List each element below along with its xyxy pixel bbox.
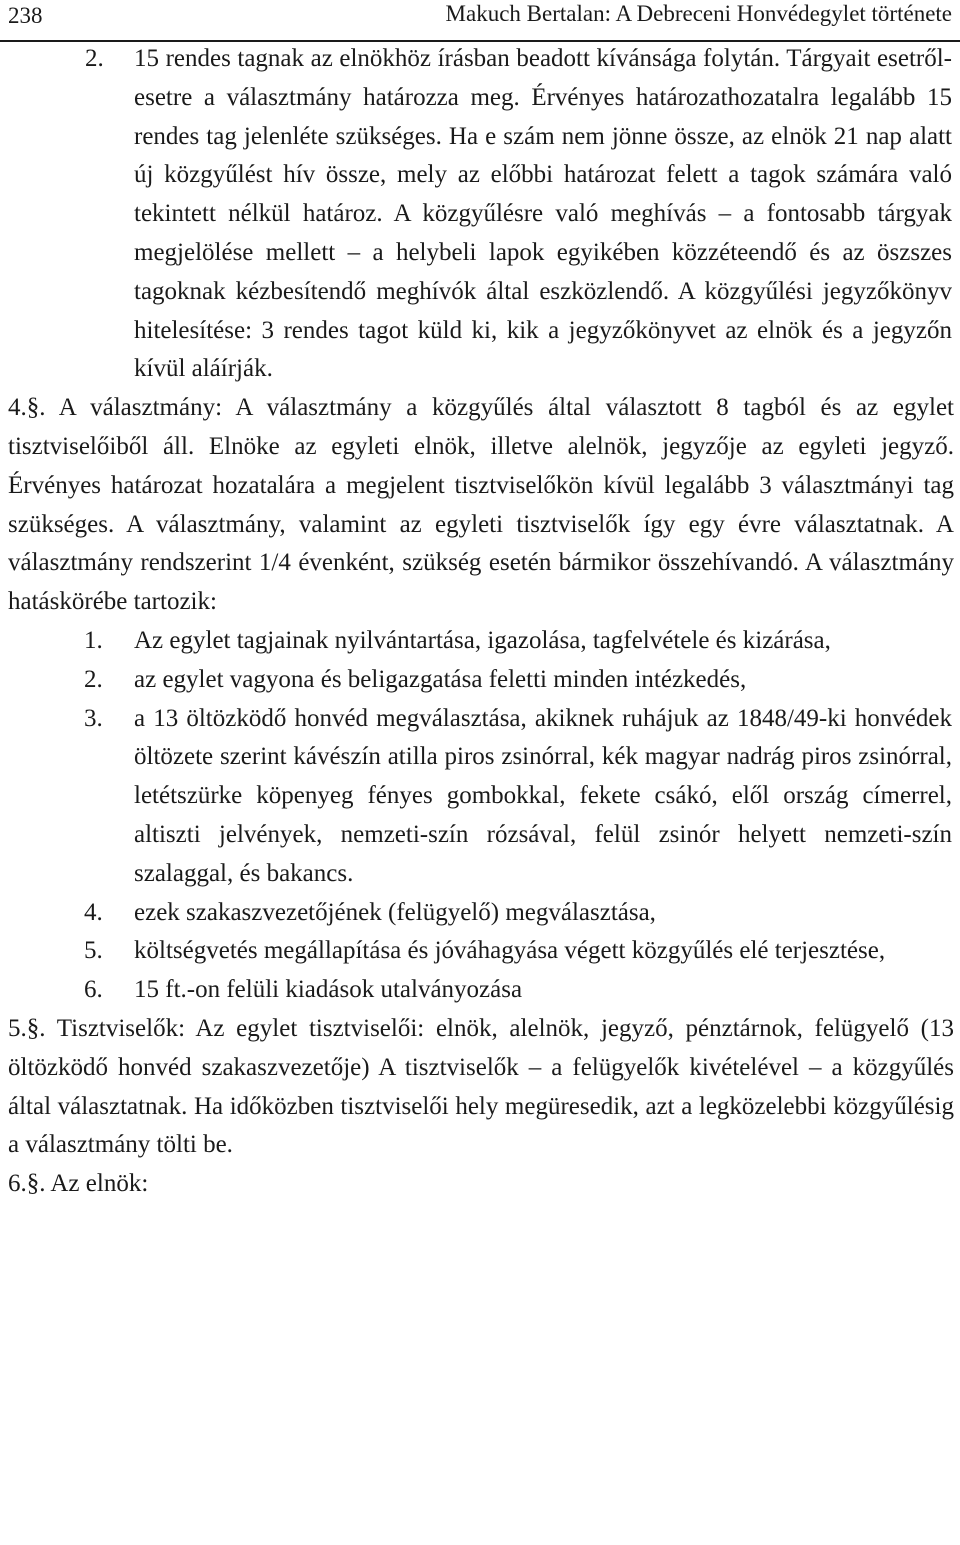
list-item [84,932,952,971]
numbered-item-2 [85,40,952,389]
list-item-text: ezek szakaszvezetőjének (felügyelő) megválasztása, [134,898,656,926]
section-4-paragraph [8,389,954,622]
list-item [84,700,952,894]
page-content [0,40,960,1204]
list-item-text: az egylet vagyona és beligazgatása feletti minden intézkedés, [134,665,747,693]
section-5-paragraph [8,1010,954,1165]
list-item [84,971,952,1010]
section-6-text: 6.§. Az elnök: [8,1170,149,1198]
authority-list [0,622,960,1010]
list-item [84,622,952,661]
item-text: 15 rendes tagnak az elnökhöz írásban beadott kívánsága folytán. Tárgyait esetről-esetre a választmány határozza meg. Érvényes határozathozatalra legalább 15 rendes tag jelenléte szükséges. Ha e szám nem jönne össze, az elnök 21 nap alatt új közgyűlést hív össze, mely az előbbi határozat felett a tagok számára való tekintett nélkül határoz. A közgyűlésre való meghívás – a fontosabb tárgyak megjelölése mellett – a helybeli lapok egyikében közzéteendő és az öszszes tagoknak kézbesítendő meghívók által eszközlendő. A közgyűlési jegyzőkönyv hitelesítése: 3 rendes tagot küld ki, kik a jegyzőkönyvet az elnök és a jegyzőn kívül aláírják. [134,45,952,383]
list-item [84,894,952,933]
list-item-text: Az egylet tagjainak nyilvántartása, igazolása, tagfelvétele és kizárása, [134,626,831,654]
list-item-number: 6. [84,976,103,1004]
page-number: 238 [8,3,43,28]
section-6-heading [8,1165,954,1204]
list-item-number: 2. [84,665,103,693]
list-item-number: 3. [84,704,103,732]
list-item-number: 5. [84,937,103,965]
running-title: Makuch Bertalan: A Debreceni Honvédegylet története [445,1,952,26]
list-item-text: költségvetés megállapítása és jóváhagyása végett közgyűlés elé terjesztése, [134,937,886,965]
list-item-number: 1. [84,626,103,654]
list-item-text: a 13 öltözködő honvéd megválasztása, akiknek ruhájuk az 1848/49-ki honvédek öltözete szerint kávészín atilla piros zsinórral, kék magyar nadrág piros zsinórral, letétszürke köpenyeg fényes gombokkal, fekete csákó, elől ország címerrel, altiszti jelvények, nemzeti-szín rózsával, felül zsinór helyett nemzeti-szín szalaggal, és bakancs. [134,704,952,887]
item-number: 2. [85,45,104,72]
list-item [84,661,952,700]
page-header [0,0,960,42]
list-item-text: 15 ft.-on felüli kiadások utalványozása [134,976,523,1004]
section-4-text: 4.§. A választmány: A választmány a közgyűlés által választott 8 tagból és az egylet tisztviselőiből áll. Elnöke az egyleti elnök, illetve alelnök, jegyzője az egyleti jegyző. Érvényes határozat hozatalára a megjelent tisztviselőkön kívül legalább 3 választmányi tag szükséges. A választmány, valamint az egyleti tisztviselők így egy évre választatnak. A választmány rendszerint 1/4 évenként, szükség esetén bármikor összehívandó. A választmány hatáskörébe tartozik: [8,394,954,616]
section-5-text: 5.§. Tisztviselők: Az egylet tisztviselői: elnök, alelnök, jegyző, pénztárnok, felügyelő (13 öltözködő honvéd szakaszvezetője) A tisztviselők – a felügyelők kivételével – a közgyűlés által választatnak. Ha időközben tisztviselői hely megüresedik, azt a legközelebbi közgyűlésig a választmány tölti be. [8,1014,954,1159]
list-item-number: 4. [84,898,103,926]
